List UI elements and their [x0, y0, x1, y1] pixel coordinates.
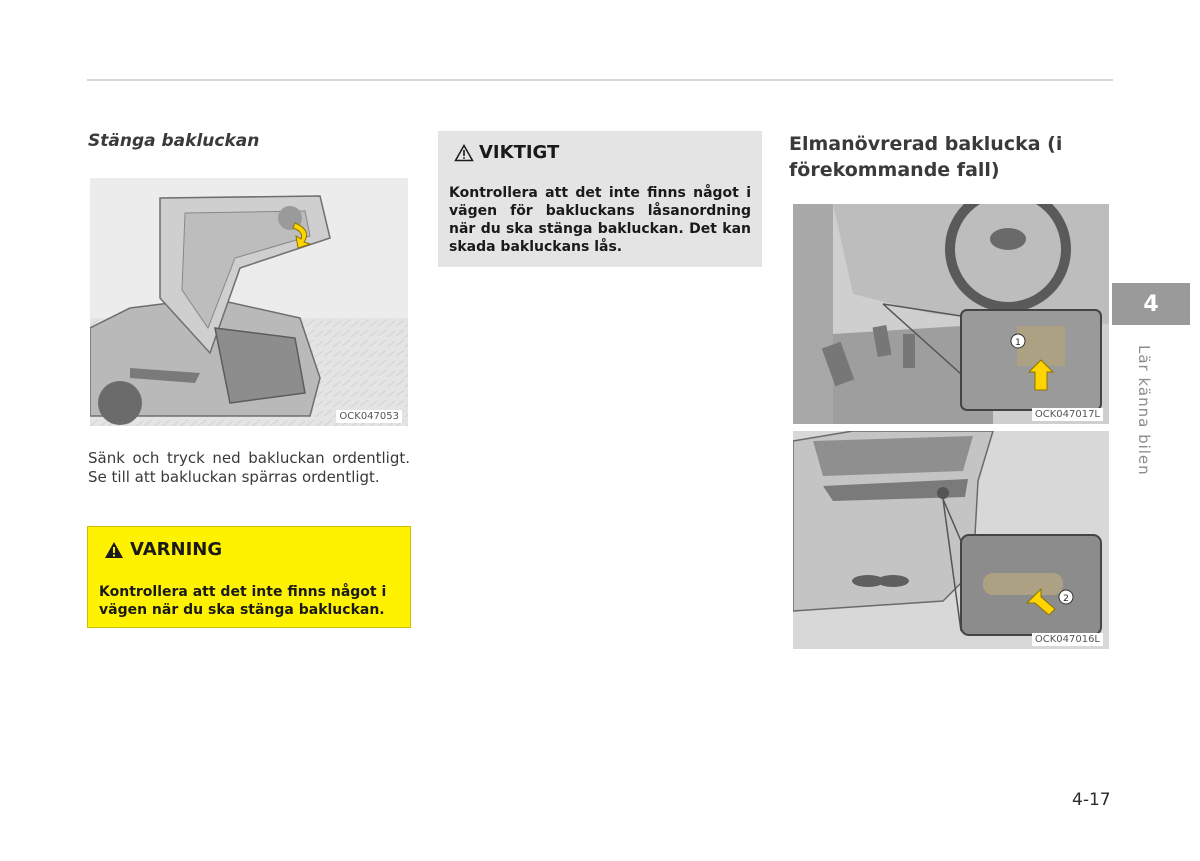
important-text: Kontrollera att det inte finns något i vägen för bakluckans låsanordning när du ska stänga bakluckan. Det kan skada bakluckans lås. — [449, 185, 751, 255]
caution-triangle-icon — [454, 144, 474, 162]
dashboard-illustration — [793, 204, 1109, 424]
important-heading-label: VIKTIGT — [479, 142, 560, 163]
header-rule — [87, 79, 1113, 81]
section-title-closing-tailgate: Stänga bakluckan — [88, 131, 260, 151]
rear-button-figure — [793, 431, 1109, 649]
rear-bumper-illustration — [793, 431, 1109, 649]
figure-code: OCK047053 — [336, 410, 402, 423]
warning-triangle-icon — [104, 541, 124, 559]
callout-1: 1 — [1015, 338, 1021, 348]
chapter-name: Lär känna bilen — [1135, 345, 1153, 476]
chapter-tab: 4 — [1112, 283, 1190, 325]
important-box — [438, 131, 762, 267]
figure-code-1: OCK047017L — [1032, 408, 1103, 421]
warning-box — [87, 526, 411, 628]
figure-code-2: OCK047016L — [1032, 633, 1103, 646]
warning-heading — [104, 539, 222, 560]
closing-instructions: Sänk och tryck ned bakluckan ordentligt. Se till att bakluckan spärras ordentligt. — [88, 449, 410, 486]
warning-heading-label: VARNING — [130, 539, 223, 560]
dashboard-switch-figure — [793, 204, 1109, 424]
tailgate-figure — [90, 178, 408, 426]
warning-text: Kontrollera att det inte finns något i vägen när du ska stänga bakluckan. — [99, 584, 387, 618]
page-number: 4-17 — [1072, 790, 1111, 810]
callout-2: 2 — [1063, 594, 1069, 604]
important-heading — [454, 142, 559, 163]
section-title-power-tailgate: Elmanövrerad baklucka (i förekommande fall) — [789, 133, 1063, 181]
open-tailgate-illustration — [90, 178, 408, 426]
